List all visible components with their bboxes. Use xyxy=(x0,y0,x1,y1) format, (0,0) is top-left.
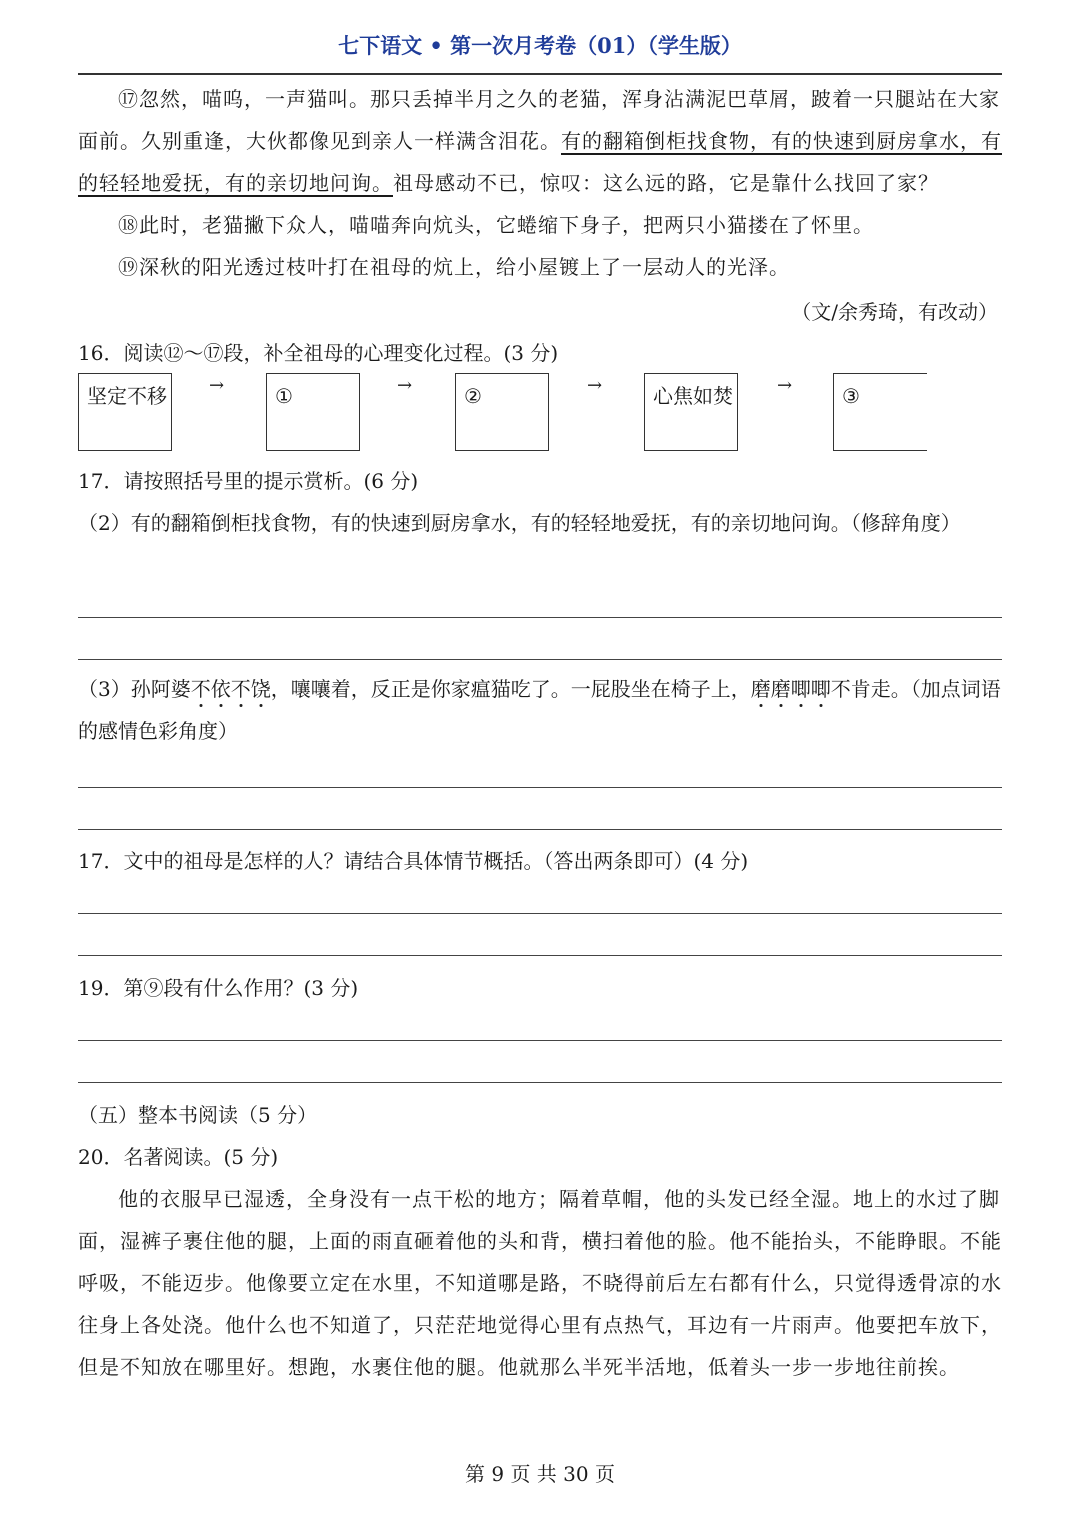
passage-source: （文/余秀琦，有改动） xyxy=(791,300,998,324)
page-header-title: 七下语文 • 第一次月考卷（01）（学生版） xyxy=(338,33,742,58)
flow-box-2[interactable]: ① xyxy=(266,373,360,451)
flow-box-5[interactable]: ③ xyxy=(833,373,927,451)
paragraph-17-text-a: ⑰忽然，喵呜，一声猫叫。那只丢掉半月之久的老猫，浑身沾满泥巴草屑，跛着一只腿站在大家面前。久别重逢，大伙都像见到亲人一样满含泪花。 xyxy=(78,87,1000,153)
question-16: 16．阅读⑫～⑰段，补全祖母的心理变化过程。(3 分) xyxy=(78,341,559,365)
dotted-word-1: 不依不饶 xyxy=(190,677,271,701)
sub-3-text-post: 不肯走。（加点词语的感情色彩角度） xyxy=(78,677,1001,743)
flow-arrow-icon: → xyxy=(587,375,603,396)
answer-line[interactable] xyxy=(78,787,1002,788)
paragraph-18: ⑱此时，老猫撇下众人，喵喵奔向炕头，它蜷缩下身子，把两只小猫搂在了怀里。 xyxy=(118,213,874,237)
paragraph-17-text-c: 祖母感动不已，惊叹：这么远的路，它是靠什么找回了家？ xyxy=(393,171,939,195)
answer-line[interactable] xyxy=(78,1082,1002,1083)
paragraph-17 xyxy=(78,78,1002,204)
sub-3-text-mid: ，嚷嚷着，反正是你家瘟猫吃了。一屁股坐在椅子上， xyxy=(270,677,751,701)
answer-line[interactable] xyxy=(78,659,1002,660)
question-18: 17．文中的祖母是怎样的人？请结合具体情节概括。（答出两条即可）(4 分) xyxy=(78,849,749,873)
question-20: 20．名著阅读。(5 分) xyxy=(78,1145,279,1169)
flow-box-4: 心焦如焚 xyxy=(644,373,738,451)
question-17: 17．请按照括号里的提示赏析。(6 分) xyxy=(78,469,419,493)
question-19: 19．第⑨段有什么作用？(3 分) xyxy=(78,976,359,1000)
answer-line[interactable] xyxy=(78,617,1002,618)
question-20-passage: 他的衣服早已湿透，全身没有一点干松的地方；隔着草帽，他的头发已经全湿。地上的水过了脚面，湿裤子裹住他的腿，上面的雨直砸着他的头和背，横扫着他的脸。他不能抬头，不能睁眼。不能呼吸，不能迈步。他像要立定在水里，不知道哪是路，不晓得前后左右都有什么，只觉得透骨凉的水往身上各处浇。他什么也不知道了，只茫茫地觉得心里有点热气，耳边有一片雨声。他要把车放下，但是不知放在哪里好。想跑，水裹住他的腿。他就那么半死半活地，低着头一步一步地往前挨。 xyxy=(78,1187,1002,1379)
paragraph-17-underlined: 有的翻箱倒柜找食物，有的快速到厨房拿水，有的轻轻地爱抚，有的亲切地问询。 xyxy=(78,129,1002,195)
flow-box-1: 坚定不移 xyxy=(78,373,172,451)
dotted-word-2: 磨磨唧唧 xyxy=(750,677,831,701)
answer-line[interactable] xyxy=(78,829,1002,830)
answer-line[interactable] xyxy=(78,1040,1002,1041)
header-divider xyxy=(78,73,1002,75)
flow-arrow-icon: → xyxy=(777,375,793,396)
answer-line[interactable] xyxy=(78,913,1002,914)
section-5-title: （五）整本书阅读（5 分） xyxy=(78,1103,318,1127)
sub-3-text-pre: （3）孙阿婆 xyxy=(78,677,191,701)
answer-line[interactable] xyxy=(78,955,1002,956)
flow-arrow-icon: → xyxy=(209,375,225,396)
paragraph-19: ⑲深秋的阳光透过枝叶打在祖母的炕上，给小屋镀上了一层动人的光泽。 xyxy=(118,255,790,279)
question-17-sub-2: （2）有的翻箱倒柜找食物，有的快速到厨房拿水，有的轻轻地爱抚，有的亲切地问询。（修辞角度） xyxy=(78,511,961,535)
flow-box-3[interactable]: ② xyxy=(455,373,549,451)
question-17-sub-3 xyxy=(78,668,1002,752)
page-number: 第 9 页 共 30 页 xyxy=(465,1462,615,1486)
flow-arrow-icon: → xyxy=(397,375,413,396)
